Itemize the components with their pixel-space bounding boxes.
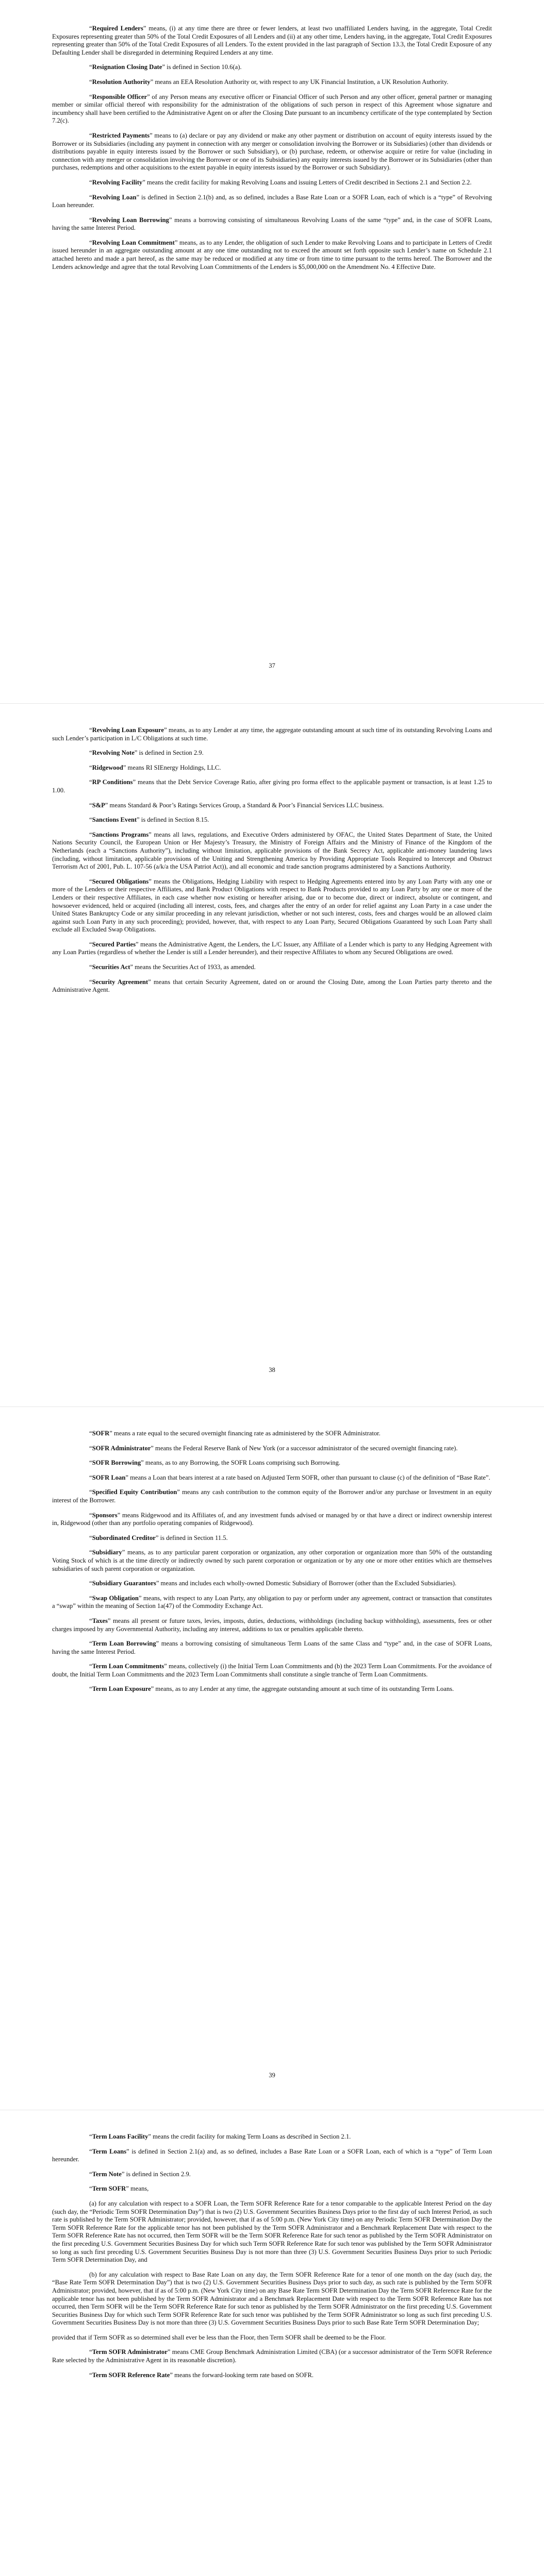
definition-paragraph: “Subsidiary Guarantors” means and includes each wholly-owned Domestic Subsidiary of Borrower (other than the Excluded Subsidiaries). (89, 1580, 457, 1587)
definition-paragraph: “Sanctions Programs” means all laws, regulations, and Executive Orders administered by OFAC, the United States Department of State, the United Nations Security Council, the European Union or Her Majesty’s Treasury, the Ministry of Foreign Affairs and the Ministry of Finance of the Kingdom of the Netherlands (each a “Sanctions Authority”), including without limitation, applicable provisions of the Bank Secrecy Act, applicable anti-money laundering laws (including, without limitation, applicable provisions of the Uniting and Strengthening America by Providing Appropriate Tools Required to Intercept and Obstruct Terrorism Act of 2001, Pub. L. 107-56 (a/k/a the USA Patriot Act)), and all economic and trade sanction programs administered by a Sanctions Authority. (52, 831, 492, 871)
defined-term: Revolving Loan Borrowing (92, 216, 169, 224)
definition-paragraph: “SOFR Administrator” means the Federal Reserve Bank of New York (or a successor administrator of the secured overnight financing rate). (89, 1444, 458, 1452)
definition-text: ” is defined in Section 8.15. (137, 816, 209, 824)
definition-text: ” is defined in Section 2.1(b) and, as so defined, includes a Base Rate Loan or a SOFR Loan, each of which is a “type” of Revolving Loan hereunder. (52, 193, 492, 209)
defined-term: Term SOFR Administrator (92, 2348, 168, 2356)
page-number: 38 (269, 1366, 275, 1374)
definition-text: ” means all present or future taxes, levies, imposts, duties, deductions, withholdings (including backup withholding), assessments, fees or other charges imposed by any Governmental Authority, including any interest, additions to tax or penalties applicable thereto. (52, 1617, 492, 1633)
definition-text: ” means the credit facility for making Revolving Loans and issuing Letters of Credit described in Sections 2.1 and Section 2.2. (142, 178, 472, 186)
definition-text: ” means that the Debt Service Coverage Ratio, after giving pro forma effect to the applicable payment or transaction, is at least 1.25 to 1.00. (52, 778, 492, 794)
defined-term: SOFR Loan (92, 1473, 126, 1481)
defined-term: Resignation Closing Date (92, 63, 162, 71)
definition-paragraph: “Security Agreement” means that certain Security Agreement, dated on or around the Closing Date, among the Loan Parties party thereto and the Administrative Agent. (52, 978, 492, 994)
definition-text: ” means the forward-looking term rate based on SOFR. (170, 2371, 314, 2379)
definition-text: ” is defined in Section 10.6(a). (162, 63, 242, 71)
defined-term: Term SOFR (92, 2185, 126, 2193)
definition-text: ” means any cash contribution to the common equity of the Borrower and/or any purchase or Investment in an equity interest of the Borrower. (52, 1488, 492, 1504)
definition-paragraph: “SOFR Borrowing” means, as to any Borrowing, the SOFR Loans comprising such Borrowing. (89, 1459, 341, 1467)
defined-term: Term Note (92, 2170, 122, 2178)
definition-text: ” means the Administrative Agent, the Lenders, the L/C Issuer, any Affiliate of a Lender which is party to any Hedging Agreement with any Loan Parties (regardless of whether the Lender is still a Lender hereunder), and their respective Affiliates to whom any Secured Obligations are owed. (52, 940, 492, 956)
definition-paragraph: “Sponsors” means Ridgewood and its Affiliates of, and any investment funds advised or managed by or that have a direct or indirect ownership interest in, Ridgewood (other than any portfolio operating companies of Ridgewood). (52, 1511, 492, 1527)
definition-paragraph: “Term Loan Exposure” means, as to any Lender at any time, the aggregate outstanding amount at such time of its outstanding Term Loans. (89, 1685, 454, 1693)
defined-term: Term Loans (92, 2147, 127, 2155)
definition-paragraph: “Subsidiary” means, as to any particular parent corporation or organization, any other corporation or organization more than 50% of the outstanding Voting Stock of which is at the time directly or indirectly owned by such parent corporation or organization or by any one or more other entities which are themselves subsidiaries of such parent corporation or organization. (52, 1549, 492, 1572)
definition-text: ” means Ridgewood and its Affiliates of, and any investment funds advised or managed by or that have a direct or indirect ownership interest in, Ridgewood (other than any portfolio operating companies of Ridgewood). (52, 1511, 492, 1527)
definition-paragraph: “Taxes” means all present or future taxes, levies, imposts, duties, deductions, withholdings (including backup withholding), assessments, fees or other charges imposed by any Governmental Authority, including any interest, additions to tax or penalties applicable thereto. (52, 1617, 492, 1633)
definition-paragraph: “Revolving Loan Exposure” means, as to any Lender at any time, the aggregate outstanding amount at such time of its outstanding Revolving Loans and such Lender’s participation in L/C Obligations at such time. (52, 726, 492, 742)
definition-paragraph: “Revolving Loan Borrowing” means a borrowing consisting of simultaneous Revolving Loans of the same “type” and, in the case of SOFR Loans, having the same Interest Period. (52, 216, 492, 232)
definition-paragraph: “Securities Act” means the Securities Act of 1933, as amended. (89, 963, 256, 971)
definition-paragraph: “Term Loans” is defined in Section 2.1(a) and, as so defined, includes a Base Rate Loan or a SOFR Loan, each of which is a “type” of Term Loan hereunder. (52, 2147, 492, 2163)
definition-text: ” means the Federal Reserve Bank of New York (or a successor administrator of the secured overnight financing rate). (151, 1444, 458, 1452)
definition-text: ” means an EEA Resolution Authority or, with respect to any UK Financial Institution, a UK Resolution Authority. (150, 78, 449, 86)
defined-term: Restricted Payments (92, 131, 150, 139)
clause-paragraph (52, 2200, 492, 2264)
defined-term: SOFR Administrator (92, 1444, 151, 1452)
definition-text: ” means Standard & Poor’s Ratings Services Group, a Standard & Poor’s Financial Services LLC business. (105, 801, 384, 809)
defined-term: Term SOFR Reference Rate (92, 2371, 170, 2379)
definition-paragraph: “Term Loan Commitments” means, collectively (i) the Initial Term Loan Commitments and (b) the 2023 Term Loan Commitments. For the avoidance of doubt, the Initial Term Loan Commitments and the 2023 Term Loan Commitments shall constitute a single tranche of Term Loan Commitments. (52, 1663, 492, 1678)
definition-paragraph: “Term Loan Borrowing” means a borrowing consisting of simultaneous Term Loans of the same Class and “type” and, in the case of SOFR Loans, having the same Interest Period. (52, 1640, 492, 1655)
page-37-body (52, 25, 492, 278)
definition-paragraph: “Swap Obligation” means, with respect to any Loan Party, any obligation to pay or perform under any agreement, contract or transaction that constitutes a “swap” within the meaning of Section 1a(47) of the Commodity Exchange Act. (52, 1594, 492, 1610)
defined-term: Sponsors (92, 1511, 118, 1519)
definition-text: ” means the credit facility for making Term Loans as described in Section 2.1. (148, 2133, 351, 2140)
definition-text: (b) for any calculation with respect to Base Rate Loan on any day, the Term SOFR Reference Rate for a tenor of one month on the day (such day, the “Base Rate Term SOFR Determination Day”) that is two (2) U.S. Government Securities Business Days prior to such day, as such rate is published by the Term SOFR Administrator; provided, however, that if as of 5:00 p.m. (New York City time) on any Base Rate Term SOFR Determination Day the Term SOFR Reference Rate for the applicable tenor has not been published by the Term SOFR Administrator and a Benchmark Replacement Date with respect to the Term SOFR Reference Rate has not occurred, then Term SOFR will be the Term SOFR Reference Rate for such tenor as published by the Term SOFR Administrator on the first preceding U.S. Government Securities Business Day for which such Term SOFR Reference Rate for such tenor was published by the Term SOFR Administrator so long as such first preceding U.S. Government Securities Business Day is not more than three (3) U.S. Government Securities Business Days prior to such Base Rate Term SOFR Determination Day; (52, 2270, 492, 2327)
definition-text: ” means to (a) declare or pay any dividend or make any other payment or distribution on account of equity interests issued by the Borrower or its Subsidiaries (including any payment in connection with any merger or consolidation involving the Borrower or its Subsidiaries) (other than dividends or distributions payable in equity interests issued by the Borrower or such Subsidiary), or (b) purchase, redeem, or otherwise acquire or retire for value (including in connection with any merger or consolidation involving the Borrower or one of its Subsidiaries) any equity interests issued by the Borrower or its Subsidiaries (other than purchases, redemptions and other acquisitions to the extent payable in equity interests issued by the Borrower or such Subsidiary). (52, 131, 492, 172)
clause-paragraph (52, 2334, 492, 2342)
definition-paragraph: “S&P” means Standard & Poor’s Ratings Services Group, a Standard & Poor’s Financial Services LLC business. (89, 801, 384, 809)
defined-term: Revolving Loan Exposure (92, 726, 164, 734)
defined-term: S&P (92, 801, 105, 809)
definition-text: ” means, (126, 2185, 149, 2193)
definition-paragraph: “Secured Parties” means the Administrative Agent, the Lenders, the L/C Issuer, any Affiliate of a Lender which is party to any Hedging Agreement with any Loan Parties (regardless of whether the Lender is still a Lender hereunder), and their respective Affiliates to whom any Secured Obligations are owed. (52, 940, 492, 956)
definition-paragraph: “Subordinated Creditor” is defined in Section 11.5. (89, 1534, 228, 1541)
definition-paragraph: “SOFR Loan” means a Loan that bears interest at a rate based on Adjusted Term SOFR, other than pursuant to clause (c) of the definition of “Base Rate”. (89, 1473, 490, 1481)
definition-text: provided that if Term SOFR as so determined shall ever be less than the Floor, then Term SOFR shall be deemed to be the Floor. (52, 2333, 386, 2341)
defined-term: Subsidiary Guarantors (92, 1580, 156, 1587)
definition-text: ” means, as to any Borrowing, the SOFR Loans comprising such Borrowing. (141, 1459, 341, 1467)
page-number: 39 (269, 2072, 275, 2079)
defined-term: Subordinated Creditor (92, 1534, 156, 1541)
definition-text: ” means a rate equal to the secured overnight financing rate as administered by the SOFR Administrator. (109, 1430, 381, 1437)
defined-term: Specified Equity Contribution (92, 1488, 177, 1496)
defined-term: Secured Parties (92, 940, 136, 948)
definition-text: ” means, with respect to any Loan Party, any obligation to pay or perform under any agreement, contract or transaction that constitutes a “swap” within the meaning of Section 1a(47) of the Commodity Exchange Act. (52, 1594, 492, 1610)
definition-text: ” means that certain Security Agreement, dated on or around the Closing Date, among the Loan Parties party thereto and the Administrative Agent. (52, 978, 492, 994)
definition-paragraph: “Revolving Facility” means the credit facility for making Revolving Loans and issuing Letters of Credit described in Sections 2.1 and Section 2.2. (89, 178, 472, 186)
definition-paragraph: “Revolving Loan” is defined in Section 2.1(b) and, as so defined, includes a Base Rate Loan or a SOFR Loan, each of which is a “type” of Revolving Loan hereunder. (52, 193, 492, 209)
defined-term: Responsible Officer (92, 93, 147, 100)
definition-text: ” means, as to any Lender, the obligation of such Lender to make Revolving Loans and to participate in Letters of Credit issued hereunder in an aggregate outstanding amount at any one time outstanding not to exceed the amount set forth opposite such Lender’s name on Schedule 2.1 attached hereto and made a part hereof, as the same may be reduced or modified at any time or from time to time pursuant to the terms hereof. The Borrower and the Lenders acknowledge and agree that the total Revolving Loan Commitments of the Lenders is $5,000,000 on the Amendment No. 4 Effective Date. (52, 239, 492, 270)
defined-term: Revolving Loan (92, 193, 137, 201)
defined-term: Sanctions Event (92, 816, 137, 824)
definition-text: ” means, (i) at any time there are three or fewer lenders, at least two unaffiliated Lenders having, in the aggregate, Total Credit Exposures representing greater than 50% of the Total Credit Exposures of all Lenders and (ii) at any other time, Lenders having, in the aggregate, Total Credit Exposures representing greater than 50% of the Total Credit Exposures of all Lenders. To the extent provided in the last paragraph of Section 13.3, the Total Credit Exposure of any Defaulting Lender shall be disregarded in determining Required Lenders at any time. (52, 25, 492, 56)
definition-text: ” of any Person means any executive officer or Financial Officer of such Person and any other officer, general partner or managing member or similar official thereof with responsibility for the administration of the obligations of such person in respect of this Agreement whose signature and incumbency shall have been certified to the Administrative Agent on or after the Closing Date pursuant to an incumbency certificate of the type contemplated by Section 7.2(c). (52, 93, 492, 125)
definition-text: ” means all laws, regulations, and Executive Orders administered by OFAC, the United States Department of State, the United Nations Security Council, the European Union or Her Majesty’s Treasury, the Ministry of Foreign Affairs and the Ministry of Finance of the Kingdom of the Netherlands (each a “Sanctions Authority”), including without limitation, applicable provisions of the Bank Secrecy Act, applicable anti-money laundering laws (including, without limitation, applicable provisions of the Uniting and Strengthening America by Providing Appropriate Tools Required to Intercept and Obstruct Terrorism Act of 2001, Pub. L. 107-56 (a/k/a the USA Patriot Act)), and all economic and trade sanction programs administered by a Sanctions Authority. (52, 831, 492, 871)
defined-term: Security Agreement (92, 978, 149, 986)
defined-term: Sanctions Programs (92, 831, 149, 838)
definition-paragraph: “Term SOFR” means, (89, 2185, 149, 2193)
definition-paragraph: “Required Lenders” means, (i) at any time there are three or fewer lenders, at least two unaffiliated Lenders having, in the aggregate, Total Credit Exposures representing greater than 50% of the Total Credit Exposures of all Lenders and (ii) at any other time, Lenders having, in the aggregate, Total Credit Exposures representing greater than 50% of the Total Credit Exposures of all Lenders. To the extent provided in the last paragraph of Section 13.3, the Total Credit Exposure of any Defaulting Lender shall be disregarded in determining Required Lenders at any time. (52, 25, 492, 56)
definition-text: ” is defined in Section 11.5. (155, 1534, 228, 1541)
page-39 (0, 1407, 544, 2110)
defined-term: Securities Act (92, 963, 130, 971)
definition-paragraph: “Sanctions Event” is defined in Section 8.15. (89, 816, 209, 824)
defined-term: Term Loan Borrowing (92, 1640, 156, 1648)
defined-term: Revolving Note (92, 749, 135, 757)
defined-term: Revolving Facility (92, 178, 143, 186)
definition-paragraph: “Specified Equity Contribution” means any cash contribution to the common equity of the Borrower and/or any purchase or Investment in an equity interest of the Borrower. (52, 1488, 492, 1504)
definition-text: ” means, as to any Lender at any time, the aggregate outstanding amount at such time of its outstanding Revolving Loans and such Lender’s participation in L/C Obligations at such time. (52, 726, 492, 742)
definition-paragraph: “Term SOFR Reference Rate” means the forward-looking term rate based on SOFR. (89, 2371, 314, 2379)
page-38 (0, 704, 544, 1406)
defined-term: Revolving Loan Commitment (92, 239, 175, 246)
defined-term: Term Loan Exposure (92, 1685, 151, 1693)
defined-term: SOFR Borrowing (92, 1459, 141, 1467)
page-number: 37 (269, 662, 275, 669)
definition-paragraph: “Revolving Note” is defined in Section 2.9. (89, 749, 204, 757)
defined-term: Term Loans Facility (92, 2133, 149, 2140)
defined-term: Secured Obligations (92, 877, 149, 885)
page-40 (0, 2110, 544, 2576)
defined-term: RP Conditions (92, 778, 133, 786)
definition-text: ” is defined in Section 2.9. (121, 2170, 191, 2178)
definition-paragraph: “Revolving Loan Commitment” means, as to any Lender, the obligation of such Lender to make Revolving Loans and to participate in Letters of Credit issued hereunder in an aggregate outstanding amount at any one time outstanding not to exceed the amount set forth opposite such Lender’s name on Schedule 2.1 attached hereto and made a part hereof, as the same may be reduced or modified at any time or from time to time pursuant to the terms hereof. The Borrower and the Lenders acknowledge and agree that the total Revolving Loan Commitments of the Lenders is $5,000,000 on the Amendment No. 4 Effective Date. (52, 239, 492, 270)
definition-text: ” means, as to any Lender at any time, the aggregate outstanding amount at such time of its outstanding Term Loans. (151, 1685, 454, 1693)
page-39-body (52, 1430, 492, 1700)
definition-paragraph: “RP Conditions” means that the Debt Service Coverage Ratio, after giving pro forma effect to the applicable payment or transaction, is at least 1.25 to 1.00. (52, 778, 492, 794)
definition-text: ” means a borrowing consisting of simultaneous Revolving Loans of the same “type” and, in the case of SOFR Loans, having the same Interest Period. (52, 216, 492, 232)
definition-text: ” means the Securities Act of 1933, as amended. (130, 963, 256, 971)
page-40-body (52, 2133, 492, 2386)
definition-paragraph: “Term Note” is defined in Section 2.9. (89, 2170, 191, 2178)
defined-term: Swap Obligation (92, 1594, 139, 1602)
defined-term: Required Lenders (92, 25, 143, 32)
definition-text: ” means, collectively (i) the Initial Term Loan Commitments and (b) the 2023 Term Loan Commitments. For the avoidance of doubt, the Initial Term Loan Commitments and the 2023 Term Loan Commitments shall constitute a single tranche of Term Loan Commitments. (52, 1663, 492, 1678)
defined-term: Taxes (92, 1617, 108, 1624)
definition-text: ” means a borrowing consisting of simultaneous Term Loans of the same Class and “type” and, in the case of SOFR Loans, having the same Interest Period. (52, 1640, 492, 1655)
page-37 (0, 0, 544, 703)
definition-text: ” means and includes each wholly-owned Domestic Subsidiary of Borrower (other than the Excluded Subsidiaries). (156, 1580, 457, 1587)
defined-term: Resolution Authority (92, 78, 151, 86)
definition-paragraph: “Restricted Payments” means to (a) declare or pay any dividend or make any other payment or distribution on account of equity interests issued by the Borrower or its Subsidiaries (including any payment in connection with any merger or consolidation involving the Borrower or its Subsidiaries) (other than dividends or distributions payable in equity interests issued by the Borrower or such Subsidiary), or (b) purchase, redeem, or otherwise acquire or retire for value (including in connection with any merger or consolidation involving the Borrower or one of its Subsidiaries) any equity interests issued by the Borrower or its Subsidiaries (other than purchases, redemptions and other acquisitions to the extent payable in equity interests issued by the Borrower or such Subsidiary). (52, 131, 492, 172)
clause-paragraph (52, 2271, 492, 2327)
definition-text: ” means CME Group Benchmark Administration Limited (CBA) (or a successor administrator of the Term SOFR Reference Rate selected by the Administrative Agent in its reasonable discretion). (52, 2348, 492, 2364)
definition-text: ” means the Obligations, Hedging Liability with respect to Hedging Agreements entered into by any Loan Party with any one or more of the Lenders or their respective Affiliates, and Bank Product Obligations with respect to Bank Products provided to any Loan Party by any one or more of the Lenders or their respective Affiliates, in each case whether now existing or hereafter arising, due or to become due, direct or indirect, absolute or contingent, and howsoever evidenced, held or acquired (including all interest, costs, fees, and charges after the entry of an order for relief against any Loan Party in a case under the United States Bankruptcy Code or any similar proceeding in any relevant jurisdiction, whether or not such interest, costs, fees and charges would be an allowed claim against such Loan Party in any such proceeding); provided, however, that, with respect to any Loan Party, Secured Obligations Guaranteed by such Loan Party shall exclude all Excluded Swap Obligations. (52, 877, 492, 934)
definition-text: ” means RI SIEnergy Holdings, LLC. (123, 764, 221, 771)
definition-paragraph: “Term SOFR Administrator” means CME Group Benchmark Administration Limited (CBA) (or a successor administrator of the Term SOFR Reference Rate selected by the Administrative Agent in its reasonable discretion). (52, 2348, 492, 2364)
definition-paragraph: “Secured Obligations” means the Obligations, Hedging Liability with respect to Hedging Agreements entered into by any Loan Party with any one or more of the Lenders or their respective Affiliates, and Bank Product Obligations with respect to Bank Products provided to any Loan Party by any one or more of the Lenders or their respective Affiliates, in each case whether now existing or hereafter arising, due or to become due, direct or indirect, absolute or contingent, and howsoever evidenced, held or acquired (including all interest, costs, fees, and charges after the entry of an order for relief against any Loan Party in a case under the United States Bankruptcy Code or any similar proceeding in any relevant jurisdiction, whether or not such interest, costs, fees and charges would be an allowed claim against such Loan Party in any such proceeding); provided, however, that, with respect to any Loan Party, Secured Obligations Guaranteed by such Loan Party shall exclude all Excluded Swap Obligations. (52, 877, 492, 934)
definition-text: (a) for any calculation with respect to a SOFR Loan, the Term SOFR Reference Rate for a tenor comparable to the applicable Interest Period on the day (such day, the “Periodic Term SOFR Determination Day”) that is two (2) U.S. Government Securities Business Days prior to the first day of such Interest Period, as such rate is published by the Term SOFR Administrator; provided, however, that if as of 5:00 p.m. (New York City time) on any Periodic Term SOFR Determination Day the Term SOFR Reference Rate for the applicable tenor has not been published by the Term SOFR Administrator and a Benchmark Replacement Date with respect to the Term SOFR Reference Rate has not occurred, then Term SOFR will be the Term SOFR Reference Rate for such tenor as published by the Term SOFR Administrator on the first preceding U.S. Government Securities Business Day for which such Term SOFR Reference Rate for such tenor was published by the Term SOFR Administrator so long as such first preceding U.S. Government Securities Business Day is not more than three (3) U.S. Government Securities Business Days prior to such Periodic Term SOFR Determination Day, and (52, 2199, 492, 2264)
page-38-body (52, 726, 492, 1001)
definition-paragraph: “Resolution Authority” means an EEA Resolution Authority or, with respect to any UK Financial Institution, a UK Resolution Authority. (89, 78, 449, 86)
defined-term: Term Loan Commitments (92, 1663, 164, 1670)
definition-paragraph: “Term Loans Facility” means the credit facility for making Term Loans as described in Section 2.1. (89, 2133, 351, 2140)
defined-term: SOFR (92, 1430, 110, 1437)
defined-term: Ridgewood (92, 764, 123, 771)
definition-paragraph: “SOFR” means a rate equal to the secured overnight financing rate as administered by the SOFR Administrator. (89, 1430, 381, 1437)
definition-text: ” is defined in Section 2.9. (134, 749, 204, 757)
definition-paragraph: “Resignation Closing Date” is defined in Section 10.6(a). (89, 63, 242, 71)
defined-term: Subsidiary (92, 1549, 122, 1556)
definition-paragraph: “Responsible Officer” of any Person means any executive officer or Financial Officer of such Person and any other officer, general partner or managing member or similar official thereof with responsibility for the administration of the obligations of such person in respect of this Agreement whose signature and incumbency shall have been certified to the Administrative Agent on or after the Closing Date pursuant to an incumbency certificate of the type contemplated by Section 7.2(c). (52, 93, 492, 125)
definition-text: ” means a Loan that bears interest at a rate based on Adjusted Term SOFR, other than pursuant to clause (c) of the definition of “Base Rate”. (125, 1473, 490, 1481)
definition-text: ” means, as to any particular parent corporation or organization, any other corporation or organization more than 50% of the outstanding Voting Stock of which is at the time directly or indirectly owned by such parent corporation or organization or by any one or more other entities which are themselves subsidiaries of such parent corporation or organization. (52, 1549, 492, 1572)
definition-paragraph: “Ridgewood” means RI SIEnergy Holdings, LLC. (89, 764, 221, 771)
definition-text: ” is defined in Section 2.1(a) and, as so defined, includes a Base Rate Loan or a SOFR Loan, each of which is a “type” of Term Loan hereunder. (52, 2147, 492, 2163)
